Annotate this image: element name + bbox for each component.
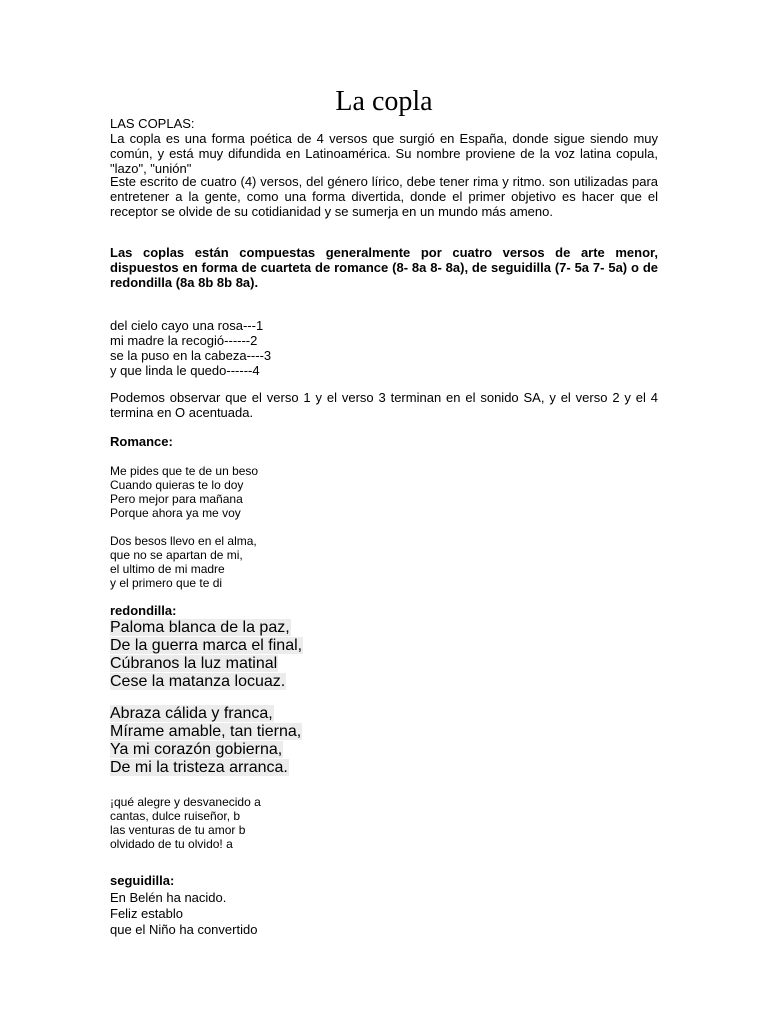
redondilla-stanza-1 xyxy=(110,619,658,691)
verse-line: se la puso en la cabeza----3 xyxy=(110,348,272,363)
verse-line: En Belén ha nacido. xyxy=(110,890,227,905)
verse-line: Me pides que te de un beso xyxy=(110,464,259,478)
example-stanza xyxy=(110,318,658,378)
bold-paragraph: Las coplas están compuestas generalmente por cuatro versos de arte menor, dispuestos en forma de cuarteta de romance (8- 8a 8- 8a), de seguidilla (7- 5a 7- 5a) o de redondilla (8a 8b 8b 8a). xyxy=(110,245,658,290)
verse-line: Porque ahora ya me voy xyxy=(110,506,241,520)
redondilla-heading: redondilla: xyxy=(110,603,177,618)
verse-line: ¡qué alegre y desvanecido a xyxy=(110,795,261,809)
romance-stanza-2 xyxy=(110,534,658,590)
verse-line: del cielo cayo una rosa---1 xyxy=(110,318,264,333)
redondilla-stanza-2 xyxy=(110,705,658,777)
intro-heading: LAS COPLAS: xyxy=(110,116,195,131)
verse-line: mi madre la recogió------2 xyxy=(110,333,258,348)
verse-line: Ya mi corazón gobierna, xyxy=(110,741,283,758)
verse-line: y el primero que te di xyxy=(110,576,223,590)
verse-line: y que linda le quedo------4 xyxy=(110,363,260,378)
verse-line: Cese la matanza locuaz. xyxy=(110,673,286,690)
verse-line: las venturas de tu amor b xyxy=(110,823,246,837)
seguidilla-stanza xyxy=(110,890,658,938)
verse-line: Cuando quieras te lo doy xyxy=(110,478,244,492)
verse-line: Abraza cálida y franca, xyxy=(110,705,273,722)
romance-heading: Romance: xyxy=(110,434,173,449)
verse-line: Cúbranos la luz matinal xyxy=(110,655,278,672)
verse-line: cantas, dulce ruiseñor, b xyxy=(110,809,241,823)
intro-paragraph-1: La copla es una forma poética de 4 versos que surgió en España, donde sigue siendo muy común, y está muy difundida en Latinoamérica. Su nombre proviene de la voz latina copula, "lazo", "unión" xyxy=(110,131,658,176)
verse-line: Dos besos llevo en el alma, xyxy=(110,534,257,548)
seguidilla-heading: seguidilla: xyxy=(110,873,175,888)
verse-line: De la guerra marca el final, xyxy=(110,637,303,654)
verse-line: el ultimo de mi madre xyxy=(110,562,225,576)
verse-line: De mi la tristeza arranca. xyxy=(110,759,288,776)
redondilla-stanza-3 xyxy=(110,795,658,851)
verse-line: Feliz establo xyxy=(110,906,183,921)
verse-line: Pero mejor para mañana xyxy=(110,492,243,506)
observation-paragraph: Podemos observar que el verso 1 y el verso 3 terminan en el sonido SA, y el verso 2 y el 4 termina en O acentuada. xyxy=(110,390,658,420)
page-title: La copla xyxy=(335,86,433,117)
verse-line: Paloma blanca de la paz, xyxy=(110,619,290,636)
verse-line: olvidado de tu olvido! a xyxy=(110,837,233,851)
verse-line: que el Niño ha convertido xyxy=(110,922,258,937)
intro-paragraph-2: Este escrito de cuatro (4) versos, del género lírico, debe tener rima y ritmo. son utilizadas para entretener a la gente, como una forma divertida, donde el primer objetivo es hacer que el receptor se olvide de su cotidianidad y se sumerja en un mundo más ameno. xyxy=(110,174,658,219)
verse-line: Mírame amable, tan tierna, xyxy=(110,723,302,740)
romance-stanza-1 xyxy=(110,464,658,520)
verse-line: que no se apartan de mi, xyxy=(110,548,243,562)
